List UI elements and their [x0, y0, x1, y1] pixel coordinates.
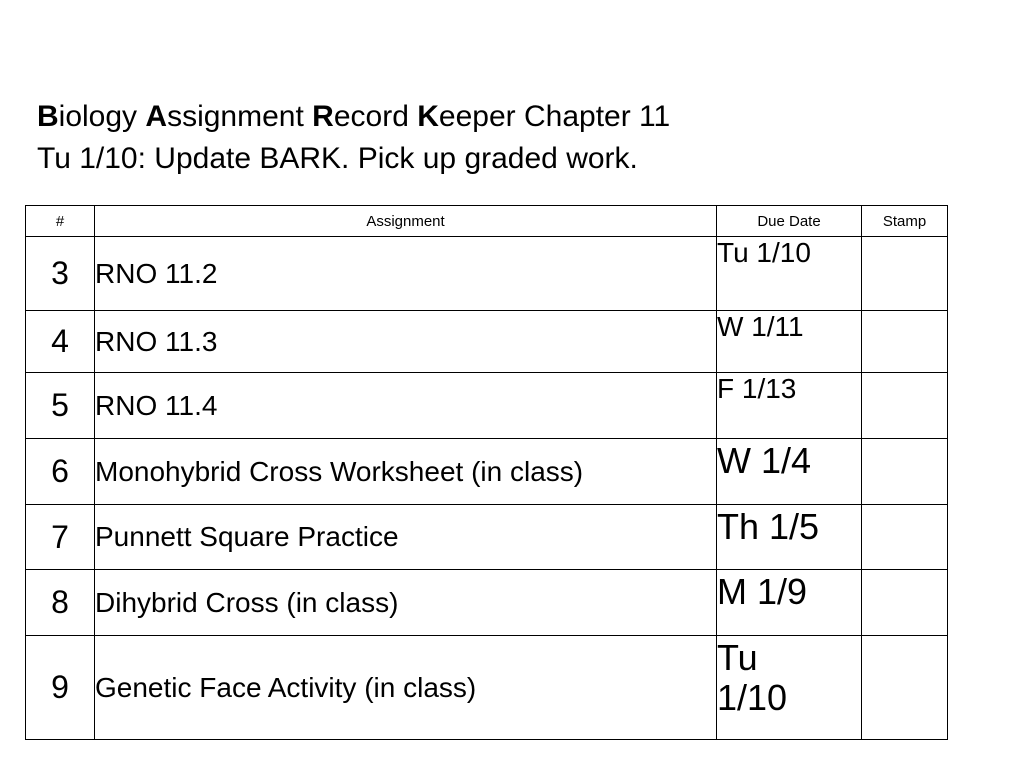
row-assignment: RNO 11.3	[95, 311, 717, 373]
table-row	[26, 373, 948, 439]
title-initial: R	[312, 100, 334, 133]
row-due-date: W 1/11	[717, 311, 862, 373]
subtitle: Tu 1/10: Update BARK. Pick up graded work.	[37, 142, 638, 175]
table-header-row	[26, 206, 948, 237]
title-block	[37, 96, 670, 180]
row-stamp	[862, 373, 948, 439]
row-stamp	[862, 570, 948, 636]
title-word: iology	[58, 100, 138, 133]
col-header-due-date: Due Date	[717, 206, 862, 237]
title-word: ssignment	[167, 100, 304, 133]
row-number: 3	[26, 237, 95, 311]
table-row	[26, 311, 948, 373]
table-row	[26, 237, 948, 311]
row-assignment: Genetic Face Activity (in class)	[95, 636, 717, 740]
row-due-date: W 1/4	[717, 439, 862, 505]
col-header-stamp: Stamp	[862, 206, 948, 237]
row-stamp	[862, 505, 948, 570]
table-row	[26, 505, 948, 570]
table-row	[26, 570, 948, 636]
title-suffix: Chapter 11	[523, 100, 671, 133]
row-assignment: RNO 11.2	[95, 237, 717, 311]
table-row	[26, 439, 948, 505]
row-number: 7	[26, 505, 95, 570]
table-row	[26, 636, 948, 740]
row-number: 5	[26, 373, 95, 439]
row-stamp	[862, 311, 948, 373]
row-due-date: Th 1/5	[717, 505, 862, 570]
row-due-date: F 1/13	[717, 373, 862, 439]
row-number: 8	[26, 570, 95, 636]
row-stamp	[862, 439, 948, 505]
row-stamp	[862, 636, 948, 740]
page-title	[37, 96, 670, 138]
col-header-assignment: Assignment	[95, 206, 717, 237]
title-word: eeper	[438, 100, 516, 133]
assignment-table	[25, 205, 948, 740]
title-initial: B	[37, 100, 59, 133]
row-due-date: M 1/9	[717, 570, 862, 636]
col-header-number: #	[26, 206, 95, 237]
title-word: ecord	[333, 100, 409, 133]
row-number: 6	[26, 439, 95, 505]
row-due-date: Tu 1/10	[717, 636, 862, 740]
row-assignment: Monohybrid Cross Worksheet (in class)	[95, 439, 717, 505]
row-stamp	[862, 237, 948, 311]
title-initial: K	[417, 100, 439, 133]
row-due-date: Tu 1/10	[717, 237, 862, 311]
row-assignment: Dihybrid Cross (in class)	[95, 570, 717, 636]
row-assignment: RNO 11.4	[95, 373, 717, 439]
row-number: 4	[26, 311, 95, 373]
row-number: 9	[26, 636, 95, 740]
row-assignment: Punnett Square Practice	[95, 505, 717, 570]
title-initial: A	[145, 100, 168, 133]
